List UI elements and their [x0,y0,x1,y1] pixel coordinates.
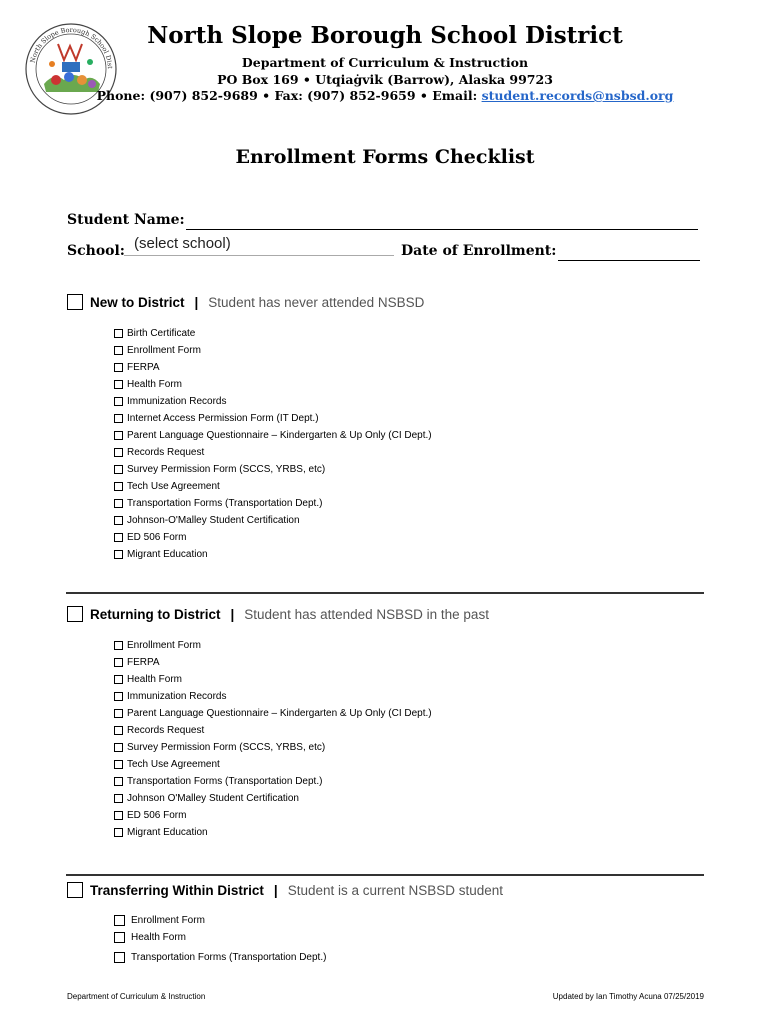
item-label: Health Form [131,932,187,943]
section-checkbox[interactable] [67,882,83,898]
checklist-item[interactable] [114,739,432,756]
date-of-enrollment-label: Date of Enrollment: [401,243,557,259]
checkbox[interactable] [114,363,123,372]
checklist-item[interactable] [114,512,432,529]
checkbox[interactable] [114,952,125,963]
checkbox[interactable] [114,448,123,457]
item-label: Internet Access Permission Form (IT Dept.) [127,413,319,424]
date-of-enrollment-field[interactable] [558,246,700,261]
checklist-item[interactable] [114,461,432,478]
section-title: Transferring Within District [90,882,264,898]
item-label: Health Form [127,674,183,685]
school-select[interactable]: (select school) [124,235,394,256]
checklist-item[interactable] [114,773,432,790]
checklist-item[interactable] [114,529,432,546]
checklist-returning-to-district [114,637,432,841]
checkbox[interactable] [114,329,123,338]
checkbox[interactable] [114,658,123,667]
item-label: Johnson-O'Malley Student Certification [127,515,300,526]
item-label: Migrant Education [127,549,208,560]
item-label: Parent Language Questionnaire – Kindergarten & Up Only (CI Dept.) [127,708,432,719]
checklist-item[interactable] [114,949,326,966]
checklist-item[interactable] [114,807,432,824]
checkbox[interactable] [114,915,125,926]
checkbox[interactable] [114,380,123,389]
district-title: North Slope Borough School District [147,22,623,49]
checklist-item[interactable] [114,654,432,671]
checkbox[interactable] [114,414,123,423]
checkbox[interactable] [114,743,123,752]
checklist-item[interactable] [114,929,326,946]
checklist-item[interactable] [114,359,432,376]
checkbox[interactable] [114,932,125,943]
item-label: FERPA [127,657,160,668]
checklist-new-to-district [114,325,432,563]
section-new-to-district [67,294,424,310]
checklist-item[interactable] [114,790,432,807]
checklist-item[interactable] [114,427,432,444]
checklist-item[interactable] [114,444,432,461]
department-line: Department of Curriculum & Instruction [241,55,529,70]
checklist-item[interactable] [114,410,432,427]
checkbox[interactable] [114,828,123,837]
footer-updated-by: Updated by Ian Timothy Acuna 07/25/2019 [552,992,704,1001]
section-title: New to District [90,294,185,310]
item-label: Immunization Records [127,691,227,702]
section-title: Returning to District [90,606,221,622]
item-label: Survey Permission Form (SCCS, YRBS, etc) [127,464,326,475]
checkbox[interactable] [114,760,123,769]
school-label: School: [67,243,125,259]
checklist-item[interactable] [114,705,432,722]
section-description: Student has never attended NSBSD [208,294,425,310]
checkbox[interactable] [114,346,123,355]
section-checkbox[interactable] [67,294,83,310]
checklist-item[interactable] [114,342,432,359]
checkbox[interactable] [114,533,123,542]
checkbox[interactable] [114,794,123,803]
checklist-item[interactable] [114,376,432,393]
item-label: Parent Language Questionnaire – Kindergarten & Up Only (CI Dept.) [127,430,432,441]
contact-line [0,88,770,103]
checkbox[interactable] [114,726,123,735]
checkbox[interactable] [114,482,123,491]
section-description: Student is a current NSBSD student [287,882,504,898]
checkbox[interactable] [114,692,123,701]
item-label: Transportation Forms (Transportation Dept.) [127,776,323,787]
item-label: Tech Use Agreement [127,759,220,770]
email-link[interactable]: student.records@nsbsd.org [481,88,674,103]
item-label: Health Form [127,379,183,390]
item-label: Immunization Records [127,396,227,407]
checklist-item[interactable] [114,393,432,410]
section-divider [66,592,704,594]
item-label: ED 506 Form [127,810,187,821]
student-name-label: Student Name: [67,212,185,228]
item-label: FERPA [127,362,160,373]
checkbox[interactable] [114,811,123,820]
section-checkbox[interactable] [67,606,83,622]
item-label: Birth Certificate [127,328,196,339]
checkbox[interactable] [114,709,123,718]
section-separator: | [194,294,199,310]
checklist-item[interactable] [114,478,432,495]
checklist-item[interactable] [114,637,432,654]
item-label: Records Request [127,447,205,458]
checklist-item[interactable] [114,722,432,739]
checkbox[interactable] [114,516,123,525]
item-label: Records Request [127,725,205,736]
checkbox[interactable] [114,465,123,474]
checkbox[interactable] [114,641,123,650]
item-label: Survey Permission Form (SCCS, YRBS, etc) [127,742,326,753]
student-name-field[interactable] [186,215,698,230]
item-label: Transportation Forms (Transportation Dept.) [127,498,323,509]
address-line: PO Box 169 • Utqiaġvik (Barrow), Alaska 99723 [217,72,553,87]
item-label: Transportation Forms (Transportation Dept.) [131,952,327,963]
logo-text: North Slope Borough School Dist [28,25,115,69]
checkbox[interactable] [114,499,123,508]
section-divider [66,874,704,876]
checklist-item[interactable] [114,756,432,773]
item-label: ED 506 Form [127,532,187,543]
item-label: Migrant Education [127,827,208,838]
checklist-item[interactable] [114,912,326,929]
contact-prefix: Phone: (907) 852-9689 • Fax: (907) 852-9659 • Email: [96,88,478,103]
section-transferring-within-district [67,882,503,898]
section-separator: | [273,882,278,898]
document-title: Enrollment Forms Checklist [235,146,535,168]
section-returning-to-district [67,606,489,622]
checkbox[interactable] [114,675,123,684]
checklist-item[interactable] [114,325,432,342]
checklist-item[interactable] [114,824,432,841]
item-label: Enrollment Form [127,345,201,356]
checklist-item[interactable] [114,688,432,705]
footer-department: Department of Curriculum & Instruction [67,992,206,1001]
checkbox[interactable] [114,777,123,786]
checklist-item[interactable] [114,495,432,512]
checkbox[interactable] [114,550,123,559]
item-label: Enrollment Form [127,640,201,651]
item-label: Enrollment Form [131,915,205,926]
checkbox[interactable] [114,397,123,406]
item-label: Johnson O'Malley Student Certification [127,793,299,804]
checklist-item[interactable] [114,546,432,563]
checkbox[interactable] [114,431,123,440]
item-label: Tech Use Agreement [127,481,220,492]
section-separator: | [230,606,235,622]
section-description: Student has attended NSBSD in the past [244,606,489,622]
checklist-transferring-within-district [114,912,326,966]
checklist-item[interactable] [114,671,432,688]
